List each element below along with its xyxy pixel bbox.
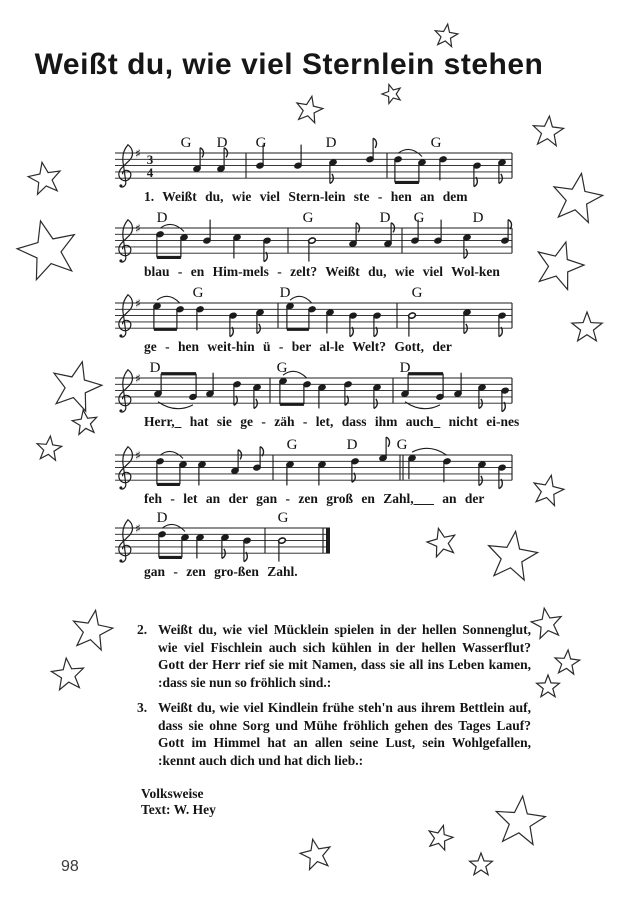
star-icon: [537, 675, 560, 697]
treble-clef-icon: [119, 220, 133, 263]
chord-label: D: [156, 510, 168, 526]
treble-clef-icon: [119, 447, 133, 490]
music-note: [439, 156, 447, 180]
music-note: [256, 309, 264, 333]
star-icon: [54, 362, 102, 411]
music-note: [498, 312, 506, 336]
music-note: [434, 220, 442, 244]
sharp-icon: ♯: [135, 146, 141, 161]
star-icon: [382, 85, 400, 104]
verse-line: Gott im Himmel hat an allen seine Lust, sein Wohlgefallen,: [158, 735, 531, 750]
time-signature: [147, 152, 154, 180]
star-icon: [534, 475, 564, 505]
lyrics-line-6: gan - zen gro-ßen Zahl.: [144, 564, 298, 579]
staff-5: [115, 437, 512, 489]
music-note: [408, 455, 416, 479]
star-icon: [300, 839, 330, 869]
star-icon: [51, 658, 83, 690]
music-note: [384, 223, 395, 247]
slur: [290, 296, 312, 303]
chord-label: G: [302, 210, 314, 226]
music-note: [196, 306, 204, 330]
star-icon: [531, 608, 561, 638]
music-note: [243, 537, 251, 561]
music-note: [217, 148, 228, 172]
staff-3: [115, 285, 512, 337]
verse-number: 2.: [137, 622, 148, 637]
chord-label: G: [286, 437, 298, 453]
music-note: [318, 461, 326, 485]
lyrics-line-3: ge - hen weit-hin ü - ber al-le Welt? Gott, der: [144, 339, 452, 354]
star-icon: [37, 436, 62, 460]
music-note: [308, 237, 316, 261]
chord-label: D: [379, 210, 391, 226]
star-icon: [470, 853, 493, 875]
chord-label: D: [279, 285, 291, 301]
music-note: [233, 234, 241, 258]
verse-number: 3.: [137, 700, 148, 715]
star-icon: [17, 221, 74, 280]
chord-label: G: [411, 285, 423, 301]
music-note: [478, 384, 486, 408]
music-note: [221, 534, 229, 558]
music-note: [344, 381, 352, 405]
chord-label: D: [156, 210, 168, 226]
chord-label: G: [192, 285, 204, 301]
verse-block-3: [137, 699, 531, 769]
star-icon: [74, 610, 113, 650]
page-number: 98: [61, 858, 79, 875]
verse-line: :kennt auch dich und hat dich lieb.:: [158, 752, 364, 768]
chord-label: D: [399, 360, 411, 376]
star-icon: [72, 410, 97, 434]
chord-label: D: [325, 135, 337, 151]
music-note: [373, 384, 381, 408]
lyrics-line-4: Herr,_ hat sie ge - zäh - let, dass ihm auch_ nicht ei-nes: [144, 414, 520, 429]
sharp-icon: ♯: [135, 371, 141, 386]
music-note: [263, 237, 271, 261]
music-note: [198, 461, 206, 485]
music-note: [373, 312, 381, 336]
music-note: [463, 309, 471, 333]
sharp-icon: ♯: [135, 221, 141, 236]
slur: [412, 448, 447, 455]
star-icon: [572, 312, 602, 341]
music-note: [286, 461, 294, 485]
attribution-author: Text: W. Hey: [141, 802, 216, 817]
lyrics-line-5: feh - let an der gan - zen groß en Zahl,___ an der: [144, 491, 485, 506]
chord-label: G: [276, 360, 288, 376]
chord-label: G: [396, 437, 408, 453]
music-note: [203, 220, 211, 244]
music-note: [329, 159, 337, 183]
music-note: [498, 464, 506, 488]
star-icon: [554, 173, 603, 222]
chord-label: G: [277, 510, 289, 526]
sharp-icon: ♯: [135, 296, 141, 311]
verse-line: Weißt du, wie viel Kindlein frühe steh'n aus ihrem Bettlein auf,: [158, 700, 531, 715]
attribution-source: Volksweise: [141, 786, 204, 801]
chord-label: G: [255, 135, 267, 151]
music-note: [501, 387, 509, 411]
music-note: [278, 537, 286, 561]
music-note: [206, 373, 214, 397]
verse-line: Gott der Herr rief sie mit Namen, dass sie all ins Leben kamen,: [158, 657, 531, 672]
music-note: [229, 312, 237, 336]
page-title: Weißt du, wie viel Sternlein stehen: [34, 48, 544, 81]
music-note: [351, 458, 359, 482]
star-icon: [297, 96, 323, 123]
svg-text:3: 3: [146, 152, 154, 167]
svg-text:4: 4: [146, 165, 154, 180]
staff-2: [115, 210, 512, 262]
music-note: [379, 437, 390, 461]
music-note: [294, 145, 302, 169]
music-note: [478, 461, 486, 485]
music-note: [318, 384, 326, 408]
music-note: [408, 312, 416, 336]
chord-label: G: [413, 210, 425, 226]
slur: [157, 296, 180, 303]
music-note: [473, 162, 481, 186]
sharp-icon: ♯: [135, 521, 141, 536]
star-icon: [555, 650, 580, 674]
treble-clef-icon: [119, 370, 133, 413]
music-note: [193, 148, 204, 172]
star-icon: [538, 242, 584, 290]
verse-line: :dass sie nun so fröhlich sind.:: [158, 674, 332, 690]
chord-label: D: [216, 135, 228, 151]
chord-label: D: [346, 437, 358, 453]
star-icon: [496, 796, 545, 844]
treble-clef-icon: [119, 145, 133, 188]
staff-6: [115, 510, 330, 562]
music-note: [326, 309, 334, 333]
verse-block-2: [137, 621, 531, 691]
chord-label: G: [430, 135, 442, 151]
treble-clef-icon: [119, 520, 133, 563]
music-note: [349, 223, 360, 247]
lyrics-line-1: 1. Weißt du, wie viel Stern-lein ste - hen an dem: [144, 189, 468, 204]
music-note: [443, 458, 451, 482]
staff-4: [115, 360, 512, 412]
music-note: [231, 450, 242, 474]
music-note: [196, 534, 204, 558]
music-note: [454, 373, 462, 397]
chord-label: D: [149, 360, 161, 376]
music-note: [349, 312, 357, 336]
star-icon: [429, 825, 453, 850]
chord-label: G: [180, 135, 192, 151]
music-note: [233, 381, 241, 405]
lyrics-line-2: blau - en Him-mels - zelt? Weißt du, wie viel Wol-ken: [144, 264, 500, 279]
treble-clef-icon: [119, 295, 133, 338]
star-icon: [435, 24, 458, 46]
staff-1: [115, 135, 512, 187]
attribution: [141, 786, 216, 818]
star-icon: [533, 116, 563, 146]
sharp-icon: ♯: [135, 448, 141, 463]
star-icon: [28, 162, 60, 194]
music-note: [253, 384, 261, 408]
verse-line: Weißt du, wie viel Mücklein spielen in der hellen Sonnenglut,: [158, 622, 531, 637]
music-note: [498, 159, 506, 183]
verse-lines: [158, 621, 531, 691]
verse-line: wie viel Fischlein auch sich kühlen in der hellen Wasserflut?: [158, 639, 531, 655]
verse-line: dass sie ohne Sorg und Mühe fröhlich gehen des Tages Lauf?: [158, 717, 531, 733]
star-icon: [427, 528, 455, 557]
verse-lines: [158, 699, 531, 769]
chord-label: D: [472, 210, 484, 226]
music-note: [463, 234, 471, 258]
